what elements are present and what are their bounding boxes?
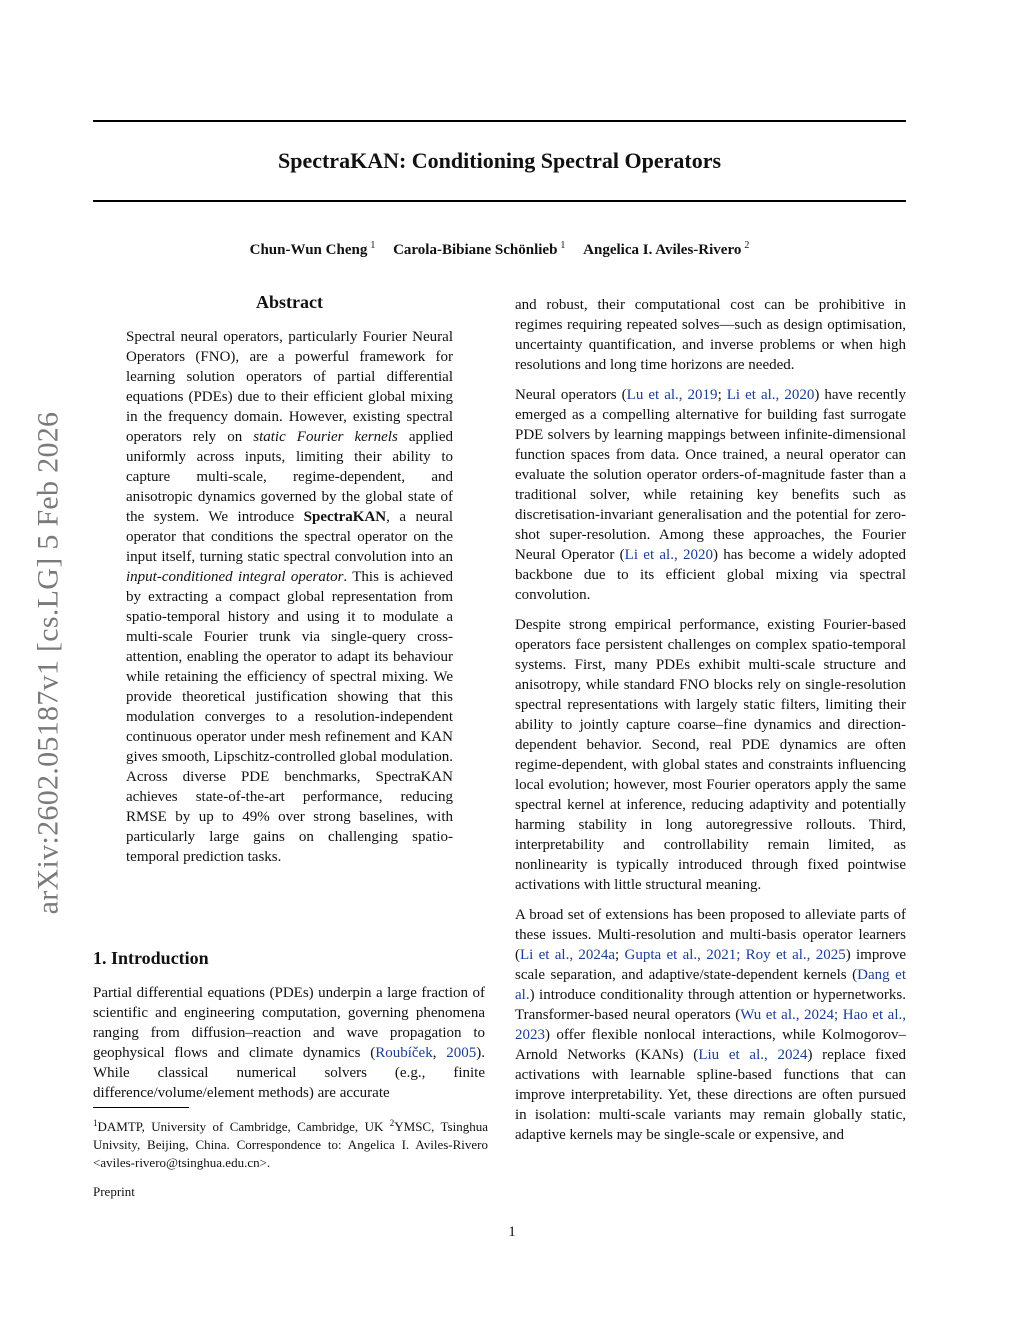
p4-text-5: ) offer flexible nonlocal interactions, while Kolmogorov–Arnold Networks (KANs) ( — [515, 1027, 906, 1063]
author-3-affiliation: 2 — [744, 240, 750, 251]
author-2-affiliation: 1 — [560, 240, 566, 251]
abstract-text-2: applied uniformly across inputs, limiting their ability to capture multi-scale, regime-dependent, and anisotropic dynamics governed by the global state of the system. We introduce — [126, 429, 453, 525]
author-2 — [393, 242, 565, 258]
citation-lu-2019[interactable]: Lu et al., 2019 — [626, 387, 718, 403]
right-column — [515, 295, 906, 1155]
footnote-marker-2: 2 — [389, 1118, 395, 1128]
footnote-rule — [93, 1107, 189, 1108]
p2-text-3: ) have recently emerged as a compelling alternative for building fast surrogate PDE solvers by learning mappings between infinite-dimensional function spaces from data. Once trained, a neural operator can evaluate the solution operator orders-of-magnitude faster than a traditional solver, while retaining key benefits such as discretisation-invariant generalisation and the potential for zero-shot super-resolution. Among these approaches, the Fourier Neural Operator ( — [515, 387, 906, 563]
right-paragraph-2 — [515, 385, 906, 605]
author-1-name: Chun-Wun Cheng — [249, 242, 368, 258]
abstract-model-name: SpectraKAN — [303, 509, 387, 525]
abstract-body — [126, 327, 453, 867]
title-top-rule — [93, 120, 906, 122]
intro-text-1: Partial differential equations (PDEs) underpin a large fraction of scientific and engineering computation, governing phenomena ranging from diffusion–reaction and wave propagation to geophysical flows and climate dynamics ( — [93, 985, 485, 1061]
abstract-text-4: . This is achieved by extracting a compact global representation from spatio-temporal history and using it to modulate a multi-scale Fourier trunk via single-query cross-attention, enabling the operator to adapt its behaviour while retaining the efficiency of spectral mixing. We provide theoretical justification showing that this modulation converges to a resolution-independent continuous operator under mesh refinement and KAN gives smooth, Lipschitz-controlled global modulation. Across diverse PDE benchmarks, SpectraKAN achieves state-of-the-art performance, reducing RMSE by up to 49% over strong baselines, with particularly large gains on challenging spatio-temporal prediction tasks. — [126, 569, 453, 865]
intro-text-2: , — [432, 1045, 447, 1061]
citation-liu-2024[interactable]: Liu et al., 2024 — [698, 1047, 808, 1063]
p2-text-4: ) has become a widely adopted backbone due to its efficient global mixing via spectral convolution. — [515, 547, 906, 603]
author-list — [93, 236, 906, 260]
abstract-text-1: Spectral neural operators, particularly Fourier Neural Operators (FNO), are a powerful framework for learning solution operators of partial differential equations (PDEs) due to their efficient global mixing in the frequency domain. However, existing spectral operators rely on — [126, 329, 453, 445]
intro-text-3: ). While classical numerical solvers (e.g., finite difference/volume/element methods) are accurate — [93, 1045, 486, 1101]
citation-roubicek-year[interactable]: 2005 — [446, 1045, 477, 1061]
introduction-heading: 1. Introduction — [93, 948, 209, 968]
citation-li-2024a[interactable]: Li et al., 2024a — [520, 947, 616, 963]
arxiv-identifier: arXiv:2602.05187v1 [cs.LG] 5 Feb 2026 — [31, 411, 65, 915]
author-2-name: Carola-Bibiane Schönlieb — [393, 242, 558, 258]
page-number: 1 — [508, 1224, 516, 1240]
abstract-emphasis-integral-operator: input-conditioned integral operator — [126, 569, 344, 585]
author-1-affiliation: 1 — [370, 240, 376, 251]
author-1 — [250, 242, 376, 258]
abstract-emphasis-static-kernels: static Fourier kernels — [253, 429, 398, 445]
p2-text-2: ; — [717, 387, 727, 403]
footnote-marker-1: 1 — [93, 1118, 98, 1128]
citation-gupta-roy[interactable]: Gupta et al., 2021; Roy et al., 2025 — [624, 947, 846, 963]
p4-text-6: ) replace fixed activations with learnable spline-based functions that can improve interpretability. Yet, these directions are often pursued in isolation: multi-scale variants may remain globally static, adaptive kernels may be single-scale or expensive, and — [515, 1047, 907, 1143]
footnote-text-1: DAMTP, University of Cambridge, Cambridge, UK — [97, 1119, 390, 1134]
p2-text-1: Neural operators ( — [515, 387, 627, 403]
citation-dang[interactable]: Dang et al. — [515, 967, 906, 1003]
right-paragraph-1: and robust, their computational cost can be prohibitive in regimes requiring repeated solves—such as design optimisation, uncertainty quantification, and inverse problems or when high resolutions and long time horizons are needed. — [515, 297, 906, 373]
p4-text-2: ; — [615, 947, 625, 963]
citation-li-2020-fno[interactable]: Li et al., 2020 — [624, 547, 713, 563]
author-3-name: Angelica I. Aviles-Rivero — [583, 242, 742, 258]
abstract-heading: Abstract — [256, 292, 323, 312]
citation-wu-hao[interactable]: Wu et al., 2024; Hao et al., 2023 — [515, 1007, 906, 1043]
p4-text-4: ) introduce conditionality through attention or hypernetworks. Transformer-based neural operators ( — [515, 987, 906, 1023]
author-3 — [583, 242, 749, 258]
arxiv-sidebar — [8, 380, 88, 946]
title-bottom-rule — [93, 200, 906, 202]
preprint-label: Preprint — [93, 1184, 135, 1199]
p4-text-3: ) improve scale separation, and adaptive/state-dependent kernels ( — [515, 947, 906, 983]
right-paragraph-3: Despite strong empirical performance, existing Fourier-based operators face persistent challenges on complex spatio-temporal systems. First, many PDEs exhibit multi-scale structure and anisotropy, while standard FNO blocks rely on single-resolution spectral representations with largely static filters, limiting their ability to jointly capture coarse–fine dynamics and direction-dependent behavior. Second, real PDE dynamics are often regime-dependent, with global states and constraints influencing local evolution; however, most Fourier operators apply the same spectral kernel at inference, reducing adaptivity and potentially harming stability in long autoregressive rollouts. Third, interpretability and controllability remain limited, as nonlinearity is typically introduced through fixed pointwise activations with little structural meaning. — [515, 617, 906, 893]
citation-li-2020[interactable]: Li et al., 2020 — [726, 387, 815, 403]
footnote-text-2: YMSC, Tsinghua Univsity, Beijing, China. Correspondence to: Angelica I. Aviles-Rivero <aviles-rivero@tsinghua.edu.cn>. — [93, 1119, 488, 1170]
affiliation-footnote — [93, 1114, 488, 1172]
p4-text-1: A broad set of extensions has been proposed to alleviate parts of these issues. Multi-resolution and multi-basis operator learners ( — [515, 907, 906, 963]
paper-title: SpectraKAN: Conditioning Spectral Operators — [277, 148, 722, 173]
right-paragraph-4 — [515, 905, 906, 1145]
introduction-body — [93, 983, 485, 1103]
citation-roubicek[interactable]: Roubíček — [375, 1045, 433, 1061]
abstract-text-3: , a neural operator that conditions the spectral operator on the input itself, turning static spectral convolution into an — [126, 509, 454, 565]
